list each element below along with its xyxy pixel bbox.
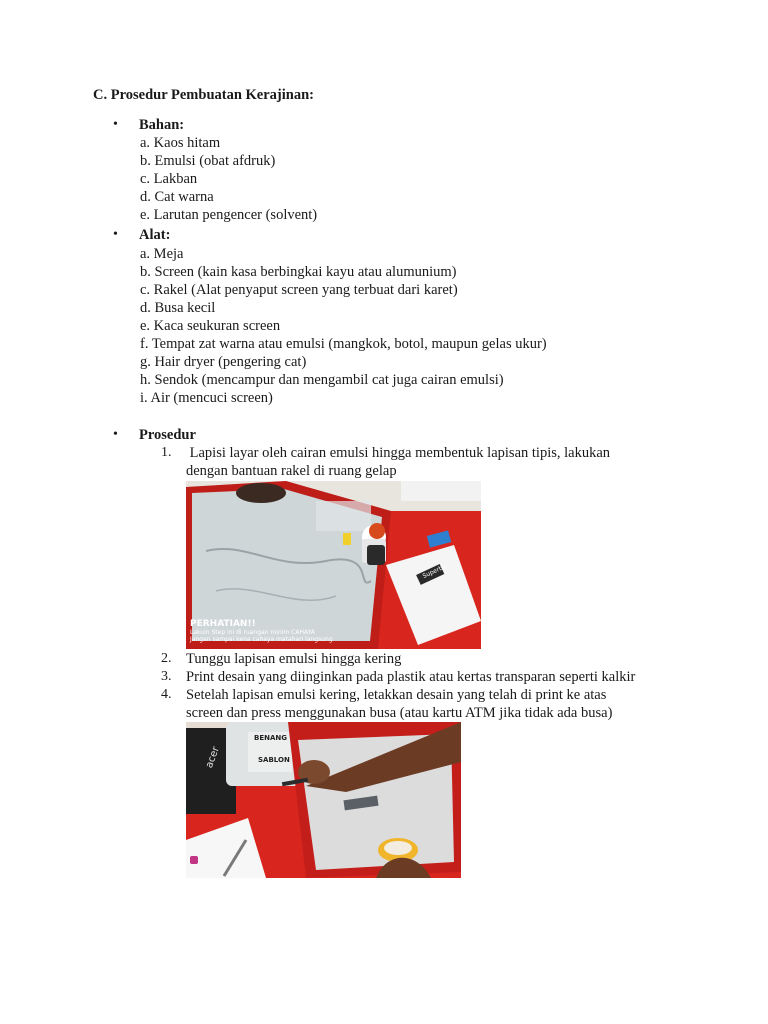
alat-title: Alat: bbox=[139, 227, 171, 243]
section-heading: C. Prosedur Pembuatan Kerajinan: bbox=[93, 87, 314, 103]
step-number: 2. bbox=[161, 651, 172, 666]
paper-label: Superba bbox=[421, 563, 448, 580]
step-number: 3. bbox=[161, 669, 172, 684]
jar-label: BENANG bbox=[254, 734, 287, 742]
bullet-bahan: • bbox=[113, 117, 118, 132]
bahan-title: Bahan: bbox=[139, 117, 185, 133]
step-text: Lapisi layar oleh cairan emulsi hingga membentuk lapisan tipis, lakukan bbox=[186, 445, 611, 461]
bahan-item: d. Cat warna bbox=[140, 189, 214, 205]
step-text: Print desain yang diinginkan pada plastik atau kertas transparan seperti kalkir bbox=[186, 669, 636, 685]
box-label: acer bbox=[204, 745, 222, 770]
step-number: 1. bbox=[161, 445, 172, 460]
caption-title: PERHATIAN!! bbox=[190, 619, 256, 629]
photo-press-design-art bbox=[186, 722, 461, 878]
step-number: 4. bbox=[161, 687, 172, 702]
caption-line: Jangan sampai kena cahaya matahari langsung bbox=[190, 636, 333, 643]
jar-label: SABLON bbox=[258, 756, 290, 764]
bahan-item: c. Lakban bbox=[140, 171, 198, 187]
bahan-item: e. Larutan pengencer (solvent) bbox=[140, 207, 318, 223]
alat-item: g. Hair dryer (pengering cat) bbox=[140, 354, 307, 370]
photo-caption bbox=[190, 619, 333, 643]
alat-item: c. Rakel (Alat penyaput screen yang terbuat dari karet) bbox=[140, 282, 458, 298]
step-text: Setelah lapisan emulsi kering, letakkan desain yang telah di print ke atas bbox=[186, 687, 607, 703]
bullet-prosedur: • bbox=[113, 427, 118, 442]
alat-item: i. Air (mencuci screen) bbox=[140, 390, 273, 406]
alat-item: h. Sendok (mencampur dan mengambil cat juga cairan emulsi) bbox=[140, 372, 504, 388]
step-text: Tunggu lapisan emulsi hingga kering bbox=[186, 651, 402, 667]
photo-press-design bbox=[186, 722, 461, 878]
bahan-item: b. Emulsi (obat afdruk) bbox=[140, 153, 276, 169]
photo-emulsion-coating bbox=[186, 481, 481, 649]
bullet-alat: • bbox=[113, 227, 118, 242]
caption-line: Lakuin Step ini di ruangan minim CAHAYA bbox=[190, 629, 315, 636]
bahan-item: a. Kaos hitam bbox=[140, 135, 221, 151]
alat-item: b. Screen (kain kasa berbingkai kayu atau alumunium) bbox=[140, 264, 457, 280]
prosedur-title: Prosedur bbox=[139, 427, 196, 443]
alat-item: e. Kaca seukuran screen bbox=[140, 318, 281, 334]
step-text: dengan bantuan rakel di ruang gelap bbox=[186, 463, 397, 479]
alat-item: d. Busa kecil bbox=[140, 300, 216, 316]
alat-item: f. Tempat zat warna atau emulsi (mangkok, botol, maupun gelas ukur) bbox=[140, 336, 547, 352]
step-text: screen dan press menggunakan busa (atau kartu ATM jika tidak ada busa) bbox=[186, 705, 613, 721]
alat-item: a. Meja bbox=[140, 246, 184, 262]
